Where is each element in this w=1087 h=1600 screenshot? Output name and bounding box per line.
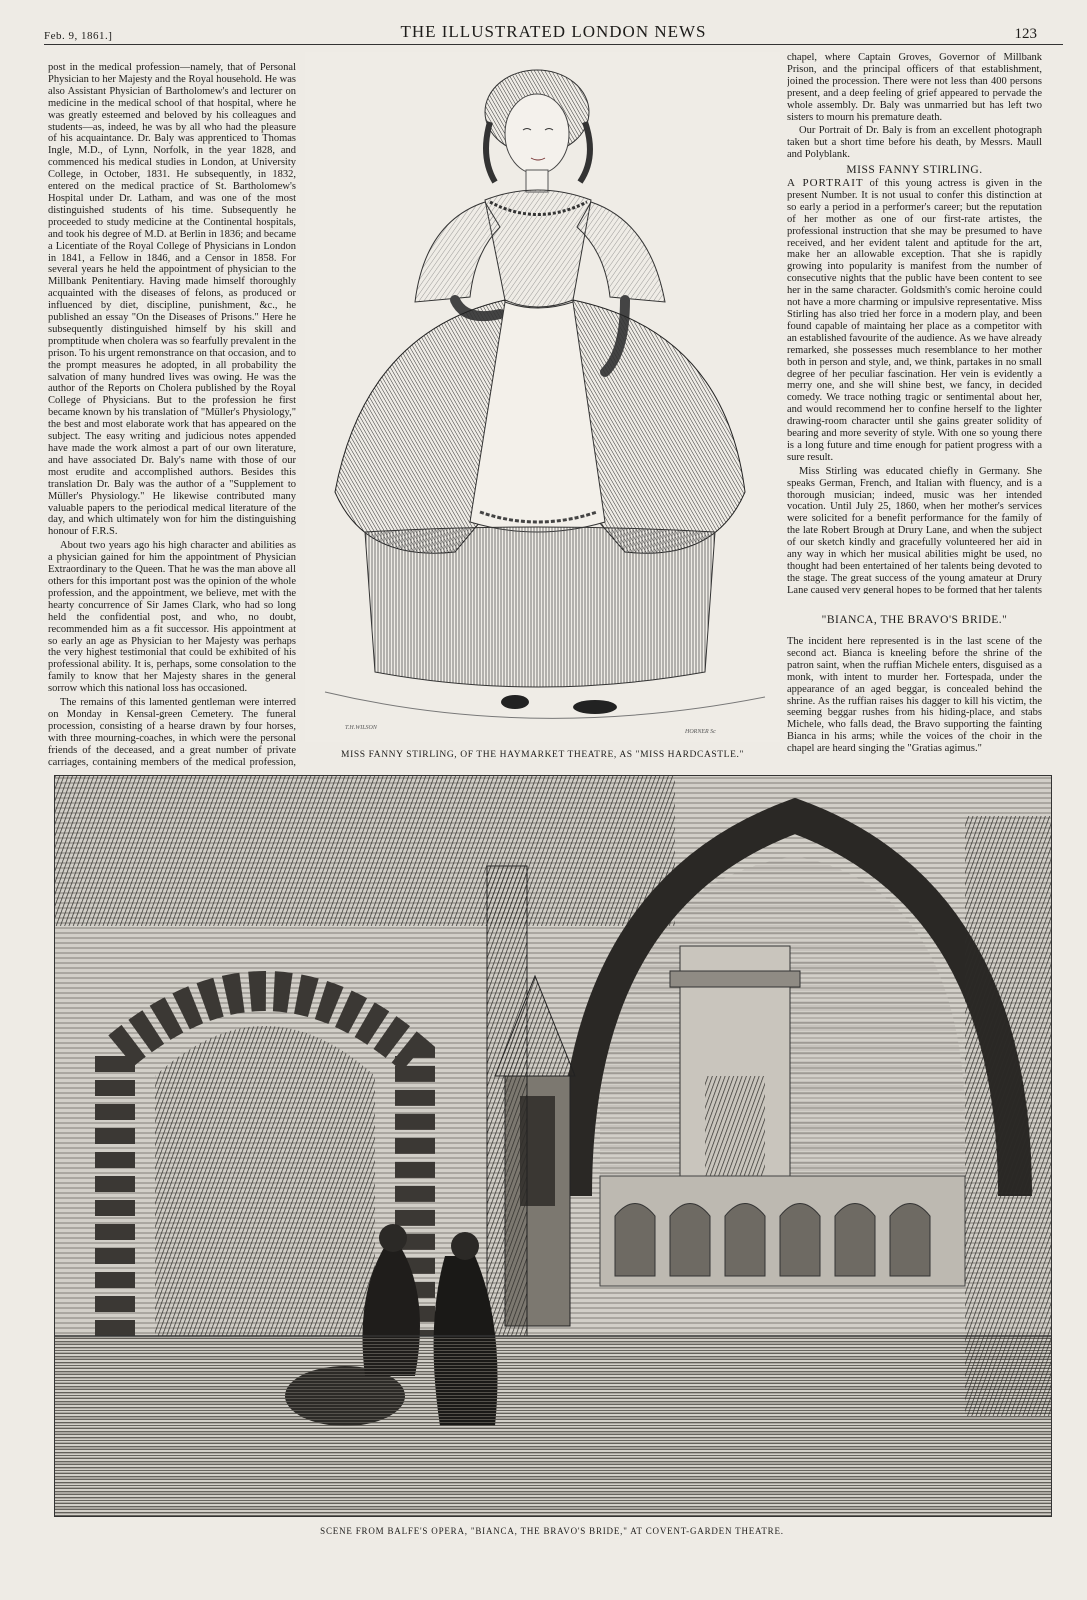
left-paragraph: post in the medical profession—namely, that of Personal Physician to her Majesty and the Royal household. He was also Assistant Physician of Bartholomew's and lecturer on medicine in the medical school of that hospital, where he was greatly esteemed and beloved by his colleagues and students—as, indeed, he was by all who had the pleasure of his acquaintance. Dr. Baly was apprenticed to Thomas Ingle, M.D., of Lynn, Norfolk, in the year 1828, and commenced his medical studies in London, at University College, in October, 1831. He subsequently, in 1832, entered on the medical practice of St. Bartholomew's Hospital under Dr. Latham, and was one of the most distinguished students of his time. Subsequently he proceeded to study medicine at the Continental hospitals, and took his degree of M.D. at Berlin in 1836; and became a Licentiate of the Royal College of Physicians in London in 1841, a Fellow in 1846, and a Censor in 1858. For several years he held the appointment of physician to the Millbank Penitentiary. Having made himself thoroughly acquainted with the diseases of felons, as produced or influenced by diet, discipline, punishment, &c., he published an essay "On the Diseases of Prisons." Here he subsequently distinguished himself by his skill and promptitude when cholera was so fearfully prevalent in the prison. To his urgent remonstrance on that occasion, and to the prompt measures he adopted, in all probability the salvation of many hundred lives was owing. He was the author of the Reports on Cholera published by the Royal College of Physicians. But to the profession he first became known by his translation of "Müller's Physiology," the best and most elaborate work that has appeared on the subject. The easy writing and judicious notes appended have made the work almost a part of our own literature, and have associated Dr. Baly's name with those of our most erudite and accomplished authors. Besides this translation Dr. Baly was the author of a "Supplement to Müller's Physiology." He likewise contributed many valuable papers to the periodical medical literature of the day, and which ultimately won for him the distinguishing honour of F.R.S. [48,62,296,538]
stirling-article [787,178,1042,594]
masthead-title: THE ILLUSTRATED LONDON NEWS [400,22,707,41]
scene-caption: SCENE FROM BALFE'S OPERA, "BIANCA, THE BRAVO'S BRIDE," AT COVENT-GARDEN THEATRE. [320,1526,784,1536]
left-column-text [48,62,296,768]
stirling-paragraph [787,178,1042,464]
right-column-continuation [787,52,1042,160]
bianca-heading: "BIANCA, THE BRAVO'S BRIDE." [821,614,1008,626]
stirling-paragraph: Miss Stirling was educated chiefly in Germany. She speaks German, French, and Italian with fluency, and is a thorough musician; indeed, music was her intended vocation. Until July 25, 1860, when her mother's services were solicited for a benefit performance for the family of the late Robert Brough at Drury Lane, and when the subject of our sketch kindly and gracefully volunteered her aid in any way in which her musical abilities might be used, no thought had been entertained of her talents being devoted to the stage. The great success of the young amateur at Drury Lane caused very general hopes to be formed that her talents [787,465,1042,594]
continuation-paragraph: chapel, where Captain Groves, Governor of Millbank Prison, and the principal officers of that establishment, joined the procession. There were not less than 400 persons present, and a deep feeling of grief appeared to pervade the whole assembly. Dr. Baly was unmarried but has left two sisters to mourn his premature death. [787,52,1042,123]
page-number: 123 [1014,26,1037,42]
portrait-engraving [305,52,780,742]
portrait-caption: MISS FANNY STIRLING, OF THE HAYMARKET THEATRE, AS "MISS HARDCASTLE." [341,750,744,760]
bianca-article [787,636,1042,766]
left-paragraph: About two years ago his high character and abilities as a physician gained for him the appointment of Physician Extraordinary to the Queen. That he was the man above all others for this important post was the opinion of the whole profession, and the appointment, we believe, met with the hearty concurrence of Sir James Clark, who had so long held the confidential post, and who, no doubt, recommended him as a fit successor. His appointment at so early an age as Physician to her Majesty was perhaps the very highest testimonial that could be exhibited of his professional ability. It is, perhaps, some consolation to the family to know that her Majesty shares in the general sorrow which this national loss has occasioned. [48,540,296,695]
bianca-scene-illustration [55,776,1051,1516]
stirling-lead: of this young actress is given in the present Number. It is not usual to confer this distinction at so early a period in a performer's career; but the reputation of her mother as one of our first-rate artistes, the professional instruction that she may be presumed to have received, and her evident talent and aptitude for the art, make her an allowable exception. That she is rapidly growing into popularity is manifest from the number of consecutive nights that the public have been content to see her in the same character. Goldsmith's comic heroine could not have a more charming or impulsive representative. Miss Stirling has also tried her force in a modern play, and been found capable of maintaing her place as a competitor with an established favourite of the audience. As we have already remarked, she possesses much resemblance to her mother both in person and style, and, we think, partakes in no small degree of her peculiar fascination. Her vein is evidently a merry one, and she will shine best, we fancy, in decided comedy. We trace nothing tragic or sentimental about her, and would recommend her to confine herself to the lighter drawing-room character until she gains greater solidity of bearing and more severity of style. With one so young there is a long future and time enough for patient progress with a sure result. [787,178,1042,463]
artist-signature: T.H.WILSON [345,725,377,731]
stirling-dropcap: A PORTRAIT [787,178,864,189]
stirling-heading: MISS FANNY STIRLING. [846,164,983,176]
page-header [44,18,1063,45]
engraver-signature: HORNER Sc [685,729,716,735]
issue-date: Feb. 9, 1861.] [44,30,113,42]
left-paragraph: The remains of this lamented gentleman were interred on Monday in Kensal-green Cemetery. The funeral procession, consisting of a hearse drawn by four horses, with three mourning-coaches, in which were the personal friends of the deceased, and a great number of private carriages, containing members of the medical profession, [48,697,296,768]
fanny-stirling-illustration [305,52,780,742]
credit-paragraph: Our Portrait of Dr. Baly is from an excellent photograph taken but a short time before his death, by Messrs. Maull and Polyblank. [787,125,1042,160]
bianca-paragraph: The incident here represented is in the last scene of the second act. Bianca is kneeling before the shrine of the patron saint, when the ruffian Michele enters, disguised as a monk, with intent to murder her. Fortespada, under the appearance of an aged beggar, is concealed behind the shrine. As the ruffian raises his dagger to kill his victim, the seeming beggar rushes from his hiding-place, and stabs Michele, who falls dead, the Bravo supporting the fainting Bianca in his arms; while the voices of the choir in the chapel are heard singing the "Gratias agimus." [787,636,1042,755]
opera-scene-engraving [54,775,1052,1517]
